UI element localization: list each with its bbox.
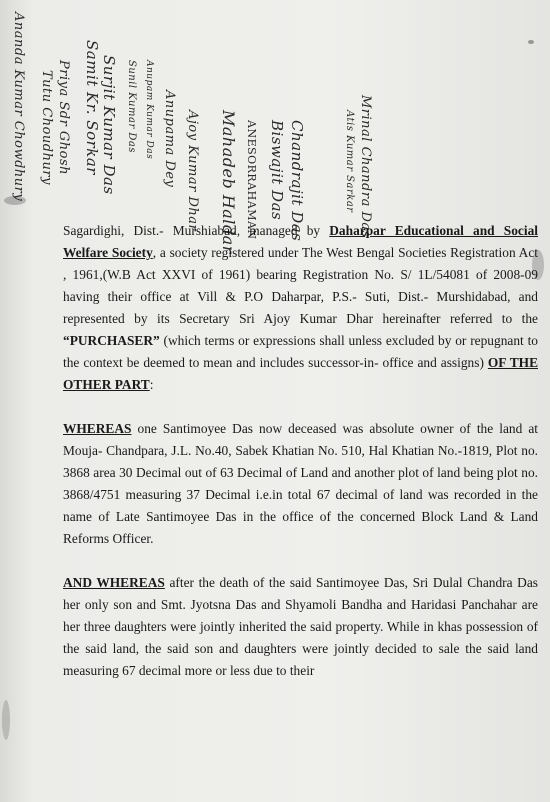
signature: Ananda Kumar Chowdhury (11, 12, 26, 202)
text-segment: , a society registered under The West Bengal Societies Registration Act , 1961,(W.B Act XXVI of 1961) bearing Registration No. S/ 1L/54081 of 2008-09 having their office at Vill & P.O Daharpar, P.S.- Suti, Dist.- Murshidabad, and represented by its Secretary Sri Ajoy Kumar Dhar hereinafter referred to the (63, 245, 538, 326)
whereas-heading: WHEREAS (63, 421, 132, 436)
signature: Biswajit Das (268, 120, 286, 221)
signature: Samit Kr. Sorkar (83, 40, 101, 175)
text-segment: one Santimoyee Das now deceased was absolute owner of the land at Mouja- Chandpara, J.L. No.40, Sabek Khatian No. 510, Hal Khatian No.-1819, Plot no. 3868 area 30 Decimal out of 63 Decimal of Land and another plot of land being plot no. 3868/4751 measuring 37 Decimal i.e.in total 67 decimal of land was recorded in the name of Late Santimoyee Das in the office of the concerned Block Land & Land Reforms Officer. (63, 421, 538, 546)
and-whereas-heading: AND WHEREAS (63, 575, 165, 590)
paragraph-gap (63, 550, 538, 572)
signature: Atis Kumar Sarkar (344, 110, 355, 213)
paragraph-purchaser (63, 220, 538, 396)
signature: Surjit Kumar Das (100, 55, 118, 195)
purchaser-term: “PURCHASER” (63, 333, 160, 348)
signature: Priya Sdr Ghosh (56, 60, 71, 176)
signature: Anupama Dey (162, 90, 177, 188)
signature: Anupam Kumar Das (144, 60, 154, 160)
signature: ANESORRAHAMAN (245, 120, 258, 240)
other-part-heading: OF THE OTHER PART (63, 355, 538, 392)
paragraph-and-whereas (63, 572, 538, 682)
signature: Chandrajit Das (288, 120, 306, 242)
paragraph-gap (63, 396, 538, 418)
text-segment: after the death of the said Santimoyee Das, Sri Dulal Chandra Das her only son and Smt. Jyotsna Das and Shyamoli Bandha and Haridasi Panchahar are her three daughters were jointly inherited the said property. While in khas possession of the said land, the said son and daughters were jointly decided to sale the said land measuring 67 decimal more or less due to their (63, 575, 538, 678)
signature: Sunil Kumar Das (126, 60, 137, 154)
signature: Mahadeb Haldar (219, 110, 238, 254)
signature: Ajoy Kumar Dhar (185, 110, 200, 232)
society-name: Welfare Society (63, 245, 153, 260)
deed-body (63, 220, 538, 682)
society-name: Daharpar Educational and Social (329, 223, 538, 238)
paragraph-whereas (63, 418, 538, 550)
signature: Mrinal Chandra Das (358, 95, 373, 238)
text-segment: : (149, 377, 154, 392)
signature: Tutu Choudhury (39, 70, 54, 185)
text-segment: (which terms or expressions shall unless excluded by or repugnant to the context be deemed to mean and includes successor-in- office and assigns) (63, 333, 538, 370)
text-segment: Sagardighi, Dist.- Murshiabad, managed by (63, 223, 330, 238)
scan-speck (2, 700, 10, 740)
